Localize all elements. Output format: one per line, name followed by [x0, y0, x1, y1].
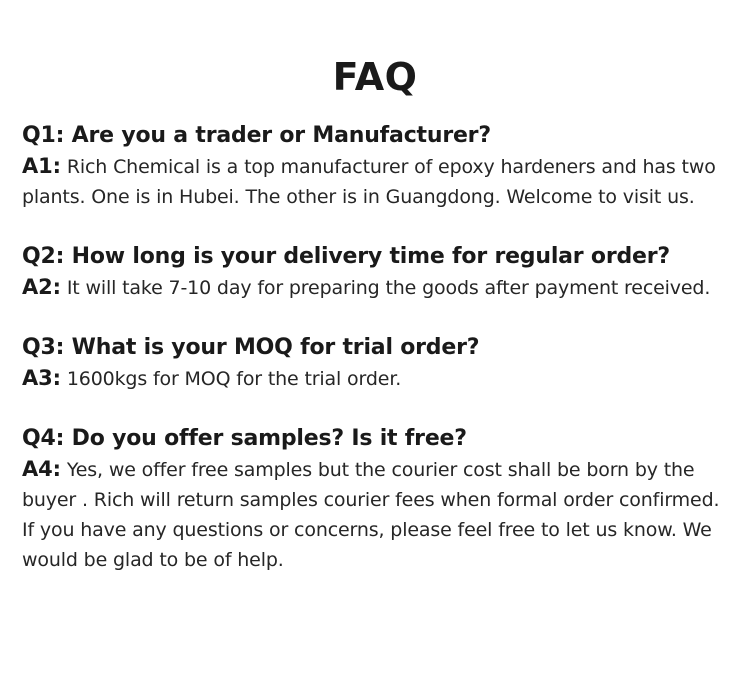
- faq-answer-label: A3:: [22, 366, 61, 390]
- faq-item: [22, 242, 742, 303]
- faq-answer-text: 1600kgs for MOQ for the trial order.: [66, 368, 402, 390]
- faq-answer-text: Rich Chemical is a top manufacturer of epoxy hardeners and has two plants. One is in Hubei. The other is in Guangdong. Welcome to visit us.: [22, 156, 716, 208]
- faq-item: [22, 424, 742, 575]
- faq-answer-text: Yes, we offer free samples but the courier cost shall be born by the buyer . Rich will return samples courier fees when formal order confirmed.: [22, 459, 720, 511]
- closing-message: If you have any questions or concerns, please feel free to let us know. We would be glad to be of help.: [22, 519, 712, 571]
- faq-item: [22, 333, 742, 394]
- faq-answer: [22, 454, 742, 515]
- faq-question: Q4: Do you offer samples? Is it free?: [22, 426, 467, 451]
- faq-item: [22, 121, 742, 212]
- faq-answer-label: A1:: [22, 154, 61, 178]
- faq-answer: [22, 151, 742, 212]
- faq-answer: [22, 363, 742, 394]
- faq-answer-label: A2:: [22, 275, 61, 299]
- page-title: FAQ: [332, 55, 418, 99]
- faq-question: Q3: What is your MOQ for trial order?: [22, 335, 480, 360]
- faq-answer-text: It will take 7-10 day for preparing the goods after payment received.: [66, 277, 711, 299]
- faq-question: Q2: How long is your delivery time for regular order?: [22, 244, 670, 269]
- faq-list: [22, 121, 742, 575]
- faq-answer-label: A4:: [22, 457, 61, 481]
- faq-question: Q1: Are you a trader or Manufacturer?: [22, 123, 491, 148]
- faq-answer: [22, 272, 742, 303]
